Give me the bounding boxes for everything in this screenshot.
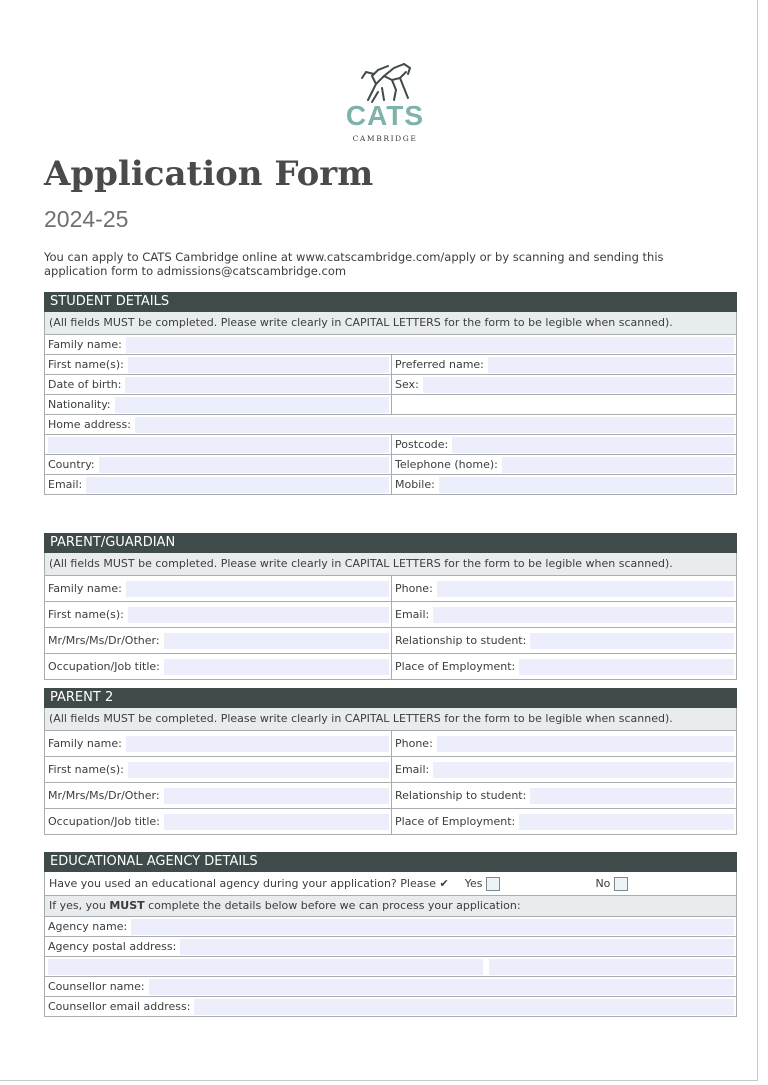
student-dob-label: Date of birth: [48,378,122,391]
student-address-line2-row [44,435,737,455]
agency-question [45,872,628,895]
student-mobile-field[interactable] [439,477,734,493]
student-first-names-field[interactable] [128,357,389,373]
student-names-row [44,355,737,375]
parent2-section [44,688,737,835]
agency-name-field[interactable] [131,919,734,935]
student-email-row [44,475,737,495]
student-address-line2-field[interactable] [48,437,389,453]
cats-logo [335,58,435,150]
intro-line-1: You can apply to CATS Cambridge online at www.catscambridge.com/apply or by scanning and sending this [44,250,664,264]
parent-employment-field[interactable] [519,659,734,675]
agency-must-note [44,896,737,917]
parent2-heading: PARENT 2 [44,688,737,708]
student-preferred-name-label: Preferred name: [395,358,484,371]
parent-employment-label: Place of Employment: [395,660,516,673]
parent-email-field[interactable] [433,607,734,623]
agency-question-text: Have you used an educational agency during your application? Please ✔ [49,877,449,890]
parent-row-4 [44,654,737,680]
student-telephone-field[interactable] [502,457,734,473]
parent2-family-name-field[interactable] [126,736,389,752]
agency-question-row [44,872,737,896]
agency-name-row [44,917,737,937]
agency-heading: EDUCATIONAL AGENCY DETAILS [44,852,737,872]
academic-year: 2024-25 [44,206,129,232]
agency-yes-checkbox[interactable] [486,877,500,891]
parent2-title-field[interactable] [164,788,389,804]
agency-address-line2-row [44,957,737,977]
agency-must-prefix: If yes, you [49,899,110,912]
student-telephone-label: Telephone (home): [395,458,498,471]
page-title: Application Form [44,154,374,194]
parent2-title-label: Mr/Mrs/Ms/Dr/Other: [48,789,160,802]
intro-line-2: application form to admissions@catscambridge.com [44,264,347,278]
agency-address-field[interactable] [180,939,734,955]
agency-address-line2b-field[interactable] [489,959,734,975]
student-family-name-label: Family name: [48,338,122,351]
parent-first-names-label: First name(s): [48,608,124,621]
parent2-phone-label: Phone: [395,737,433,750]
counsellor-email-row [44,997,737,1017]
agency-no-label: No [595,877,611,890]
student-nationality-row [44,395,737,415]
parent2-email-field[interactable] [433,762,734,778]
parent2-occupation-label: Occupation/Job title: [48,815,160,828]
counsellor-name-row [44,977,737,997]
parent2-employment-label: Place of Employment: [395,815,516,828]
student-email-label: Email: [48,478,83,491]
student-family-name-field[interactable] [126,337,734,353]
student-home-address-field[interactable] [135,417,734,433]
agency-address-line2-field[interactable] [48,959,483,975]
parent-relationship-field[interactable] [530,633,734,649]
student-mobile-label: Mobile: [395,478,435,491]
student-dob-field[interactable] [125,377,389,393]
agency-no-checkbox[interactable] [614,877,628,891]
counsellor-email-field[interactable] [194,999,734,1015]
student-nationality-field[interactable] [115,397,389,413]
logo-brand-text: CATS [345,100,425,131]
student-sex-label: Sex: [395,378,419,391]
parent-occupation-label: Occupation/Job title: [48,660,160,673]
student-country-row [44,455,737,475]
counsellor-email-label: Counsellor email address: [48,1000,191,1013]
parent-title-field[interactable] [164,633,389,649]
parent-title-label: Mr/Mrs/Ms/Dr/Other: [48,634,160,647]
student-home-address-label: Home address: [48,418,131,431]
student-dob-row [44,375,737,395]
counsellor-name-field[interactable] [149,979,734,995]
parent-row-3 [44,628,737,654]
parent2-note: (All fields MUST be completed. Please write clearly in CAPITAL LETTERS for the form to be legible when scanned). [44,708,737,731]
agency-must-bold: MUST [109,899,145,912]
parent-guardian-note: (All fields MUST be completed. Please write clearly in CAPITAL LETTERS for the form to be legible when scanned). [44,553,737,576]
parent-relationship-label: Relationship to student: [395,634,527,647]
parent-email-label: Email: [395,608,430,621]
student-country-field[interactable] [99,457,389,473]
parent2-row-3 [44,783,737,809]
agency-address-row [44,937,737,957]
student-nationality-label: Nationality: [48,398,111,411]
intro-text [44,250,734,278]
agency-address-label: Agency postal address: [48,940,177,953]
parent-phone-field[interactable] [437,581,734,597]
student-sex-field[interactable] [423,377,734,393]
student-postcode-label: Postcode: [395,438,449,451]
parent2-first-names-field[interactable] [128,762,389,778]
student-details-note: (All fields MUST be completed. Please write clearly in CAPITAL LETTERS for the form to be legible when scanned). [44,312,737,335]
parent2-email-label: Email: [395,763,430,776]
student-country-label: Country: [48,458,95,471]
parent2-occupation-field[interactable] [164,814,389,830]
lion-icon [354,58,416,104]
parent2-row-2 [44,757,737,783]
parent-guardian-section [44,533,737,680]
parent-first-names-field[interactable] [128,607,389,623]
student-preferred-name-field[interactable] [488,357,734,373]
parent2-row-4 [44,809,737,835]
logo-city-text: CAMBRIDGE [352,134,418,143]
parent-family-name-field[interactable] [126,581,389,597]
student-details-section [44,292,737,495]
parent2-row-1 [44,731,737,757]
parent2-relationship-label: Relationship to student: [395,789,527,802]
student-postcode-field[interactable] [452,437,734,453]
agency-must-suffix: complete the details below before we can process your application: [144,899,521,912]
parent-occupation-field[interactable] [164,659,389,675]
parent-guardian-heading: PARENT/GUARDIAN [44,533,737,553]
agency-section [44,852,737,1017]
parent2-employment-field[interactable] [519,814,734,830]
agency-yes-label: Yes [464,877,483,890]
parent2-first-names-label: First name(s): [48,763,124,776]
counsellor-name-label: Counsellor name: [48,980,145,993]
parent-family-name-label: Family name: [48,582,122,595]
parent-row-1 [44,576,737,602]
parent-row-2 [44,602,737,628]
student-family-name-row [44,335,737,355]
parent2-relationship-field[interactable] [530,788,734,804]
parent2-phone-field[interactable] [437,736,734,752]
parent-phone-label: Phone: [395,582,433,595]
student-details-heading: STUDENT DETAILS [44,292,737,312]
student-first-names-label: First name(s): [48,358,124,371]
agency-name-label: Agency name: [48,920,128,933]
student-email-field[interactable] [86,477,389,493]
parent2-family-name-label: Family name: [48,737,122,750]
student-address-row [44,415,737,435]
